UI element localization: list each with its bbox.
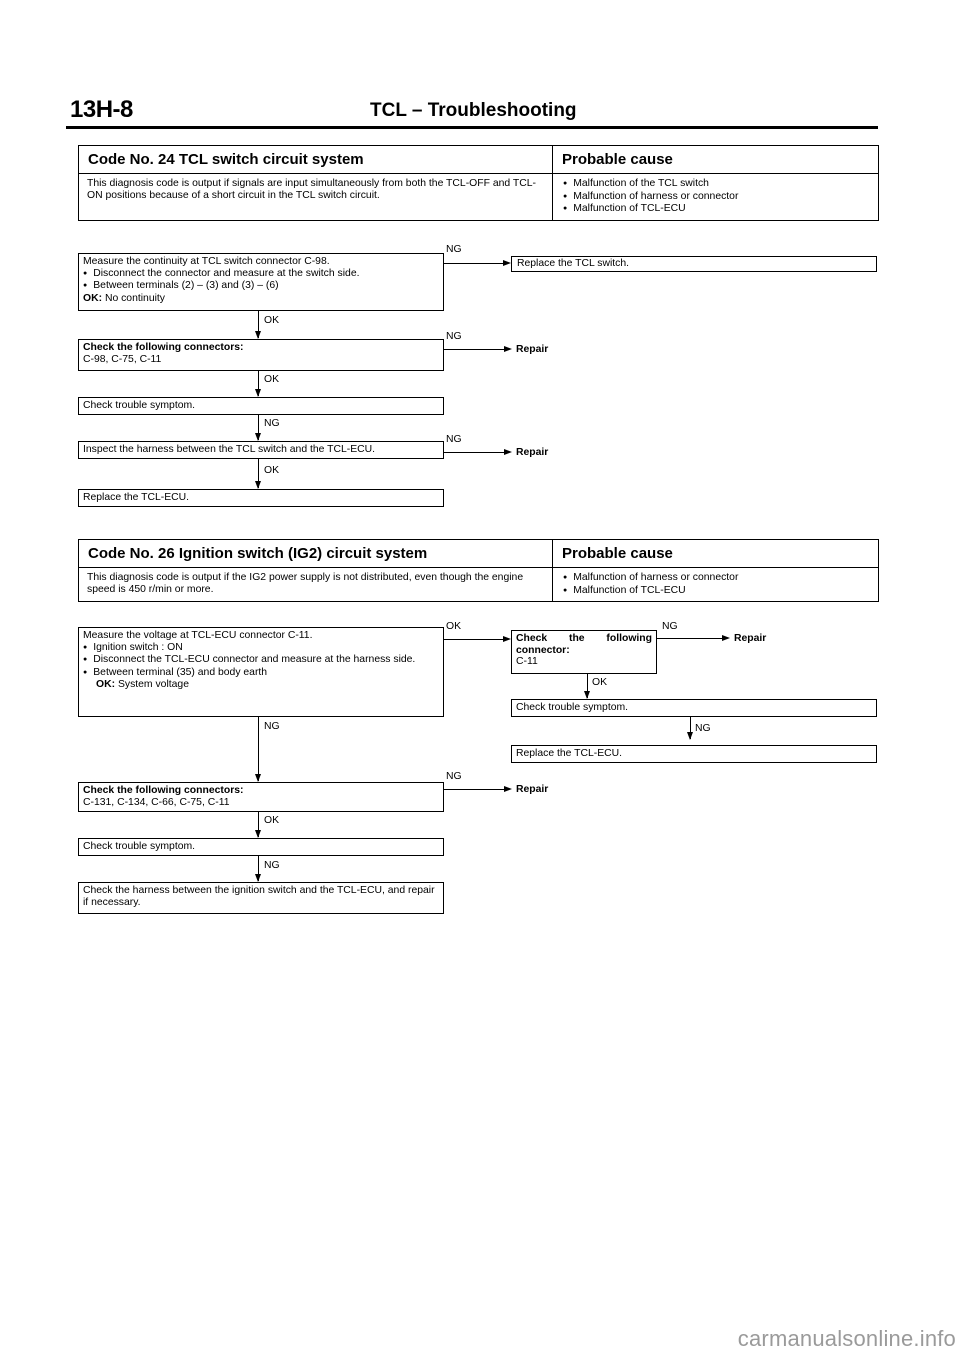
ng-label: NG (264, 860, 280, 871)
code26-title: Code No. 26 Ignition switch (IG2) circuit system (88, 545, 428, 562)
ng-label: NG (446, 244, 462, 255)
code26-cause-heading: Probable cause (562, 545, 673, 562)
code24-cause-list (563, 178, 738, 216)
step2-title: Check the following connectors: (83, 785, 244, 796)
ok-criteria-text: No continuity (104, 292, 166, 304)
cause-item: ● Malfunction of the TCL switch (563, 178, 738, 191)
code26-step3-box: Check trouble symptom. (78, 838, 444, 856)
arrow-down (584, 691, 590, 699)
arrow-down (255, 481, 261, 489)
code26-right1-box (511, 630, 657, 674)
ok-label: OK (446, 621, 462, 632)
repair-result: Repair (516, 784, 549, 795)
step1-text: Measure the continuity at TCL switch connector C-98. (83, 256, 330, 267)
repair-result: Repair (516, 344, 549, 355)
ng-label: NG (446, 331, 462, 342)
code26-step1-box (78, 627, 444, 717)
step2-connectors: C-98, C-75, C-11 (83, 353, 162, 365)
arrow-down (255, 389, 261, 397)
step1-bullet: ● Between terminals (2) – (3) and (3) – (6) (83, 280, 439, 293)
ng-label: NG (446, 434, 462, 445)
step1-bullet: ● Disconnect the connector and measure at the switch side. (83, 268, 439, 281)
ok-label: OK (264, 315, 280, 326)
arrow-down (255, 331, 261, 339)
watermark: carmanualsonline.info (737, 1326, 956, 1351)
code24-description: This diagnosis code is output if signals are input simultaneously from both the TCL-OFF and TCL-ON positions because of a short circuit in the TCL switch circuit. (87, 178, 536, 201)
code26-table (78, 539, 879, 602)
cause-item: ● Malfunction of harness or connector (563, 572, 738, 585)
ng-label: NG (695, 723, 711, 734)
code26-right3-box: Replace the TCL-ECU. (511, 745, 877, 763)
arrow-right (504, 786, 512, 792)
header-rule (66, 126, 878, 129)
code26-step4-box: Check the harness between the ignition switch and the TCL-ECU, and repair if necessary. (78, 882, 444, 914)
code24-cause-heading: Probable cause (562, 151, 673, 168)
ok-criteria-label: OK: (83, 292, 103, 304)
ok-label: OK (592, 677, 608, 688)
code24-replace-switch-box: Replace the TCL switch. (511, 256, 877, 272)
step1-bullets (83, 268, 439, 293)
step1-bullet: ● Between terminal (35) and body earth (83, 667, 439, 680)
page-number: 13H-8 (70, 96, 133, 123)
right1-connector: C-11 (516, 656, 538, 668)
code24-step5-box: Replace the TCL-ECU. (78, 489, 444, 507)
code24-table (78, 145, 879, 221)
code24-title: Code No. 24 TCL switch circuit system (88, 151, 364, 168)
step1-bullet: ● Disconnect the TCL-ECU connector and measure at the harness side. (83, 654, 439, 667)
ok-criteria-label: OK: (96, 679, 116, 691)
arrow-down (255, 874, 261, 882)
code26-step2-box (78, 782, 444, 812)
code24-step2-box (78, 339, 444, 371)
step2-connectors: C-131, C-134, C-66, C-75, C-11 (83, 796, 230, 808)
ng-label: NG (264, 418, 280, 429)
code26-description: This diagnosis code is output if the IG2 power supply is not distributed, even though the engine speed is 450 r/min or more. (87, 572, 524, 595)
step2-title: Check the following connectors: (83, 342, 244, 353)
arrow-down (687, 732, 693, 740)
step1-text: Measure the voltage at TCL-ECU connector C-11. (83, 630, 313, 641)
ng-label: NG (662, 621, 678, 632)
repair-result: Repair (516, 447, 549, 458)
cause-item: ● Malfunction of TCL-ECU (563, 585, 738, 598)
arrow-right (503, 636, 511, 642)
ng-label: NG (264, 721, 280, 732)
ok-criteria-text: System voltage (117, 679, 189, 691)
step1-bullet: ● Ignition switch : ON (83, 642, 439, 655)
section-title: TCL – Troubleshooting (370, 100, 577, 121)
ng-label: NG (446, 771, 462, 782)
ok-label: OK (264, 465, 280, 476)
ok-label: OK (264, 815, 280, 826)
cause-item: ● Malfunction of harness or connector (563, 191, 738, 204)
arrow-right (722, 635, 730, 641)
code26-right2-box: Check trouble symptom. (511, 699, 877, 717)
arrow-down (255, 433, 261, 441)
code24-step3-box: Check trouble symptom. (78, 397, 444, 415)
repair-result: Repair (734, 633, 767, 644)
code26-cause-list (563, 572, 738, 597)
arrow-right (504, 449, 512, 455)
arrow-right (504, 346, 512, 352)
arrow-down (255, 774, 261, 782)
code24-step4-box: Inspect the harness between the TCL switch and the TCL-ECU. (78, 441, 444, 459)
ok-label: OK (264, 374, 280, 385)
cause-item: ● Malfunction of TCL-ECU (563, 203, 738, 216)
arrow-right (503, 260, 511, 266)
step1-bullets (83, 642, 439, 680)
arrow-down (255, 830, 261, 838)
code24-step1-box (78, 253, 444, 311)
right1-title: Check the following connector: (516, 633, 652, 656)
